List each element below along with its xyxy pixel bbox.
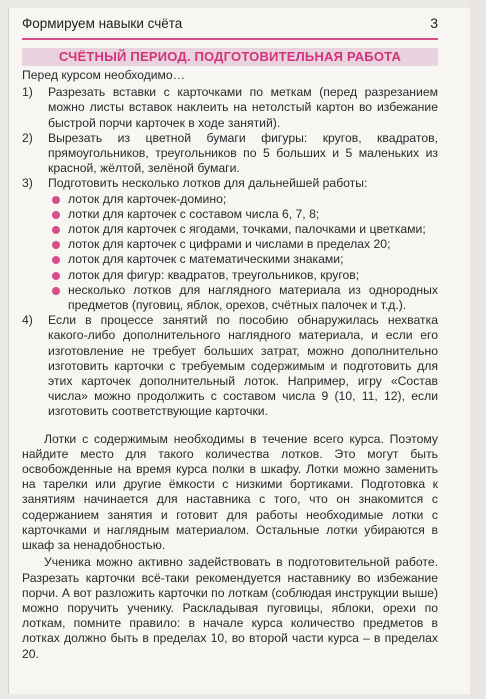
step-3	[22, 176, 438, 313]
bullet-icon	[52, 241, 60, 249]
running-header	[22, 14, 438, 38]
page-number: 3	[430, 15, 438, 31]
step-4	[22, 313, 438, 419]
paragraph-trays: Лотки с содержимым необходимы в течение всего курса. Поэтому найдите место для такого количества лотков. Это могут быть освобожденные на время курса полки в шкафу. Лотки можно заменить на тарелки или другие ёмкости с низкими бортиками. Подготовка к занятиям начинается для наставника с того, что он знакомится с содержанием занятия и готовит для работы необходимые лотки с карточками и наглядным материалом. Остальные лотки убираются в шкаф за ненадобностью.	[22, 431, 438, 553]
step-text: Если в процессе занятий по пособию обнаружилась нехватка какого-либо дополнительного наглядного материала, и если его изготовление не требует больших затрат, можно дополнительно изготовить карточки с требуемым содержимым и подготовить для этих карточек дополнительный лоток. Например, игру «Состав числа» можно продолжить с составом числа 9 (10, 11, 12), если изготовить соответствующие карточки.	[48, 313, 438, 419]
header-rule	[22, 38, 438, 40]
tray-item: лоток для карточек с математическими знаками;	[52, 252, 438, 267]
step-body	[48, 176, 438, 313]
step-number: 4)	[22, 313, 33, 328]
paragraph-student: Ученика можно активно задействовать в подготовительной работе. Разрезать карточки всё-таки рекомендуется наставнику во избежание порчи. А вот разложить карточки по лоткам (соблюдая инструкции выше) можно поручить ученику. Раскладывая пуговицы, яблоки, орехи по лоткам, помните правило: в начале курса количество предметов в лотках должно быть в пределах 10, во второй части курса – в пределах 20.	[22, 555, 438, 661]
step-2	[22, 131, 438, 177]
tray-item: лотки для карточек с составом числа 6, 7, 8;	[52, 207, 438, 222]
step-text: Разрезать вставки с карточками по меткам (перед разрезанием можно листы вставок наклеить на нетолстый картон во избежание быстрой порчи карточек в ходе занятий).	[48, 85, 438, 130]
trays-list	[48, 192, 438, 314]
bullet-icon	[52, 287, 60, 295]
bullet-icon	[52, 226, 60, 234]
bullet-icon	[52, 196, 60, 204]
intro-line: Перед курсом необходимо…	[22, 68, 185, 82]
steps-list	[22, 85, 438, 419]
bullet-icon	[52, 256, 60, 264]
tray-item: лоток для карточек с ягодами, точками, палочками и цветками;	[52, 222, 438, 237]
step-1	[22, 85, 438, 131]
section-title: Формируем навыки счёта	[22, 16, 183, 31]
main-text	[22, 68, 438, 662]
tray-item: лоток для карточек-домино;	[52, 192, 438, 207]
step-number: 3)	[22, 176, 33, 191]
bullet-icon	[52, 211, 60, 219]
tray-item: лоток для карточек с цифрами и числами в пределах 20;	[52, 237, 438, 252]
tray-item: несколько лотков для наглядного материала из однородных предметов (пуговиц, яблок, орехов, счётных палочек и т.д.).	[52, 283, 438, 313]
bullet-icon	[52, 272, 60, 280]
step-number: 2)	[22, 130, 33, 145]
step-text: Вырезать из цветной бумаги фигуры: кругов, квадратов, прямоугольников, треугольников по 5 больших и 5 маленьких из красной, жёлтой, зелёной бумаги.	[48, 130, 438, 176]
step-number: 1)	[22, 85, 33, 100]
chapter-title: СЧЁТНЫЙ ПЕРИОД. ПОДГОТОВИТЕЛЬНАЯ РАБОТА	[22, 48, 438, 66]
tray-item: лоток для фигур: квадратов, треугольников, кругов;	[52, 268, 438, 283]
facing-page-edge	[470, 0, 486, 699]
step-text: Подготовить несколько лотков для дальнейшей работы:	[48, 176, 368, 191]
